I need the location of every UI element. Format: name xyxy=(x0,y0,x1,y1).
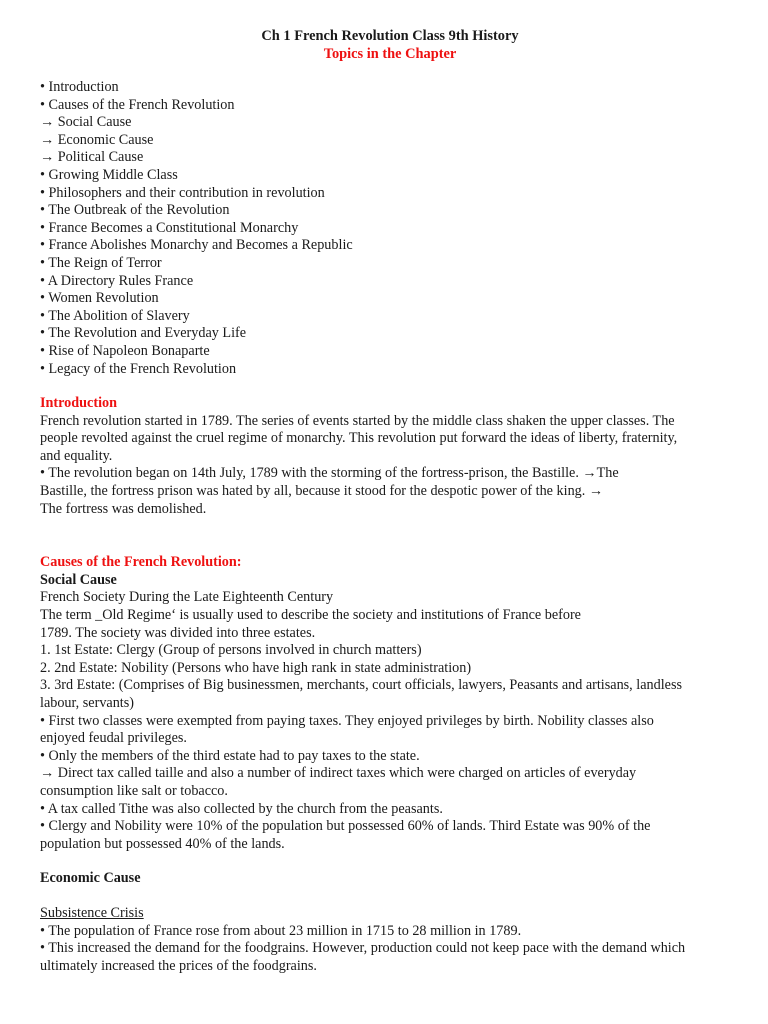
economic-cause-heading: Economic Cause xyxy=(40,870,141,887)
social-line: labour, servants) xyxy=(40,695,134,711)
social-cause-heading: Social Cause xyxy=(40,571,117,588)
economic-line: • This increased the demand for the foodgrains. However, production could not keep pace with the demand which xyxy=(40,940,686,957)
topic-item: • Introduction xyxy=(40,79,119,95)
social-line: 1789. The society was divided into three estates. xyxy=(40,624,316,641)
document-page xyxy=(40,27,740,975)
topic-item: • Philosophers and their contribution in revolution xyxy=(40,184,325,201)
topic-item: • The Outbreak of the Revolution xyxy=(40,202,230,219)
social-cause-body xyxy=(40,589,740,853)
social-line: 2. 2nd Estate: Nobility (Persons who have high rank in state administration) xyxy=(40,659,472,676)
topic-item: → Social Cause xyxy=(40,114,132,131)
causes-heading: Causes of the French Revolution: xyxy=(40,554,242,571)
introduction-line: French revolution started in 1789. The series of events started by the middle class shaken the upper classes. The xyxy=(40,412,675,429)
introduction-line: The fortress was demolished. xyxy=(40,500,207,517)
topic-item: • Growing Middle Class xyxy=(40,166,178,183)
introduction-body xyxy=(40,413,740,519)
social-line: • Only the members of the third estate had to pay taxes to the state. xyxy=(40,747,420,764)
topic-item: • France Becomes a Constitutional Monarchy xyxy=(40,219,299,236)
page-subtitle: Topics in the Chapter xyxy=(323,46,457,62)
social-line: • Clergy and Nobility were 10% of the population but possessed 60% of lands. Third Estate was 90% of the xyxy=(40,818,651,835)
introduction-line: and equality. xyxy=(40,447,113,464)
social-line: French Society During the Late Eighteenth Century xyxy=(40,589,334,606)
subsistence-crisis-heading: Subsistence Crisis xyxy=(40,904,144,921)
topic-item: • The Abolition of Slavery xyxy=(40,307,190,324)
topic-item: • Rise of Napoleon Bonaparte xyxy=(40,342,210,359)
economic-line: ultimately increased the prices of the foodgrains. xyxy=(40,957,317,974)
introduction-line: people revolted against the cruel regime of monarchy. This revolution put forward the ideas of liberty, fraternity, xyxy=(40,430,678,447)
social-line: • First two classes were exempted from paying taxes. They enjoyed privileges by birth. Nobility classes also xyxy=(40,712,654,729)
economic-line: • The population of France rose from about 23 million in 1715 to 28 million in 1789. xyxy=(40,922,522,939)
introduction-line: • The revolution began on 14th July, 1789 with the storming of the fortress-prison, the Bastille. →The xyxy=(40,465,619,482)
social-line: • A tax called Tithe was also collected by the church from the peasants. xyxy=(40,800,443,817)
social-line: 1. 1st Estate: Clergy (Group of persons involved in church matters) xyxy=(40,642,422,659)
topic-item: • The Revolution and Everyday Life xyxy=(40,325,247,342)
introduction-heading: Introduction xyxy=(40,395,117,412)
introduction-line: Bastille, the fortress prison was hated by all, because it stood for the despotic power of the king. → xyxy=(40,483,604,500)
topic-item: • The Reign of Terror xyxy=(40,254,162,271)
social-line: population but possessed 40% of the lands. xyxy=(40,835,285,852)
economic-cause-body xyxy=(40,923,740,976)
topic-item: • Women Revolution xyxy=(40,290,159,307)
topic-item: • Causes of the French Revolution xyxy=(40,96,235,113)
topics-list xyxy=(40,79,740,378)
topic-item: • A Directory Rules France xyxy=(40,272,194,289)
social-line: The term _Old Regime‘ is usually used to describe the society and institutions of France before xyxy=(40,607,581,624)
social-line: enjoyed feudal privileges. xyxy=(40,730,187,747)
social-line: → Direct tax called taille and also a number of indirect taxes which were charged on articles of everyday xyxy=(40,765,637,782)
topic-item: → Political Cause xyxy=(40,149,144,166)
topic-item: → Economic Cause xyxy=(40,131,154,148)
social-line: 3. 3rd Estate: (Comprises of Big businessmen, merchants, court officials, lawyers, Peasants and artisans, landless xyxy=(40,677,682,694)
topic-item: • France Abolishes Monarchy and Becomes a Republic xyxy=(40,237,353,254)
page-title: Ch 1 French Revolution Class 9th History xyxy=(261,28,519,44)
topic-item: • Legacy of the French Revolution xyxy=(40,360,237,377)
social-line: consumption like salt or tobacco. xyxy=(40,782,228,799)
